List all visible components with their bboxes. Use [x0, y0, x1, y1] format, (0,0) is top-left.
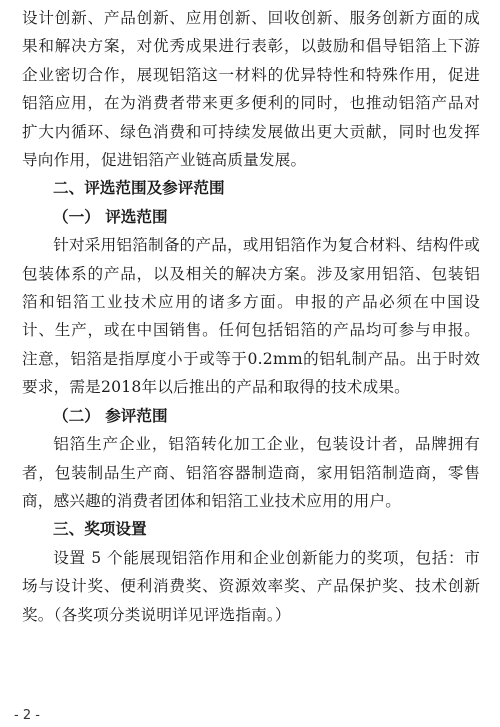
subsection-1-paragraph: 针对采用铝箔制备的产品，或用铝箔作为复合材料、结构件或包装体系的产品，以及相关的解决方案。涉及家用铝箔、包装铝箔和铝箔工业技术应用的诸多方面。申报的产品必须在中国设计、生产，或在中国销售。任何包括铝箔的产品均可参与申报。注意，铝箔是指厚度小于或等于0.2mm的铝轧制产品。出于时效要求，需是2018年以后推出的产品和取得的技术成果。	[22, 236, 480, 397]
section-3-paragraph: 设置 5 个能展现铝箔作用和企业创新能力的奖项，包括：市场与设计奖、便利消费奖、资源效率奖、产品保护奖、技术创新奖。（各奖项分类说明详见评选指南。）	[22, 548, 480, 624]
subsection-1-heading: （一） 评选范围	[53, 207, 168, 226]
subsection-2-paragraph: 铝箔生产企业，铝箔转化加工企业，包装设计者，品牌拥有者，包装制品生产商、铝箔容器制造商，家用铝箔制造商，零售商，感兴趣的消费者团体和铝箔工业技术应用的用户。	[22, 435, 480, 510]
section-2-heading: 二、评选范围及参评范围	[53, 179, 225, 198]
intro-paragraph: 设计创新、产品创新、应用创新、回收创新、服务创新方面的成果和解决方案，对优秀成果进行表彰，以鼓励和倡导铝箔上下游企业密切合作，展现铝箔这一材料的优异特性和特殊作用，促进铝箔应用，在为消费者带来更多便利的同时，也推动铝箔产品对扩大内循环、绿色消费和可持续发展做出更大贡献，同时也发挥导向作用，促进铝箔产业链高质量发展。	[22, 9, 480, 170]
page-number: - 2 -	[14, 708, 40, 723]
subsection-2-heading: （二） 参评范围	[53, 406, 168, 425]
section-3-heading: 三、奖项设置	[53, 520, 147, 539]
document-page	[22, 4, 480, 629]
